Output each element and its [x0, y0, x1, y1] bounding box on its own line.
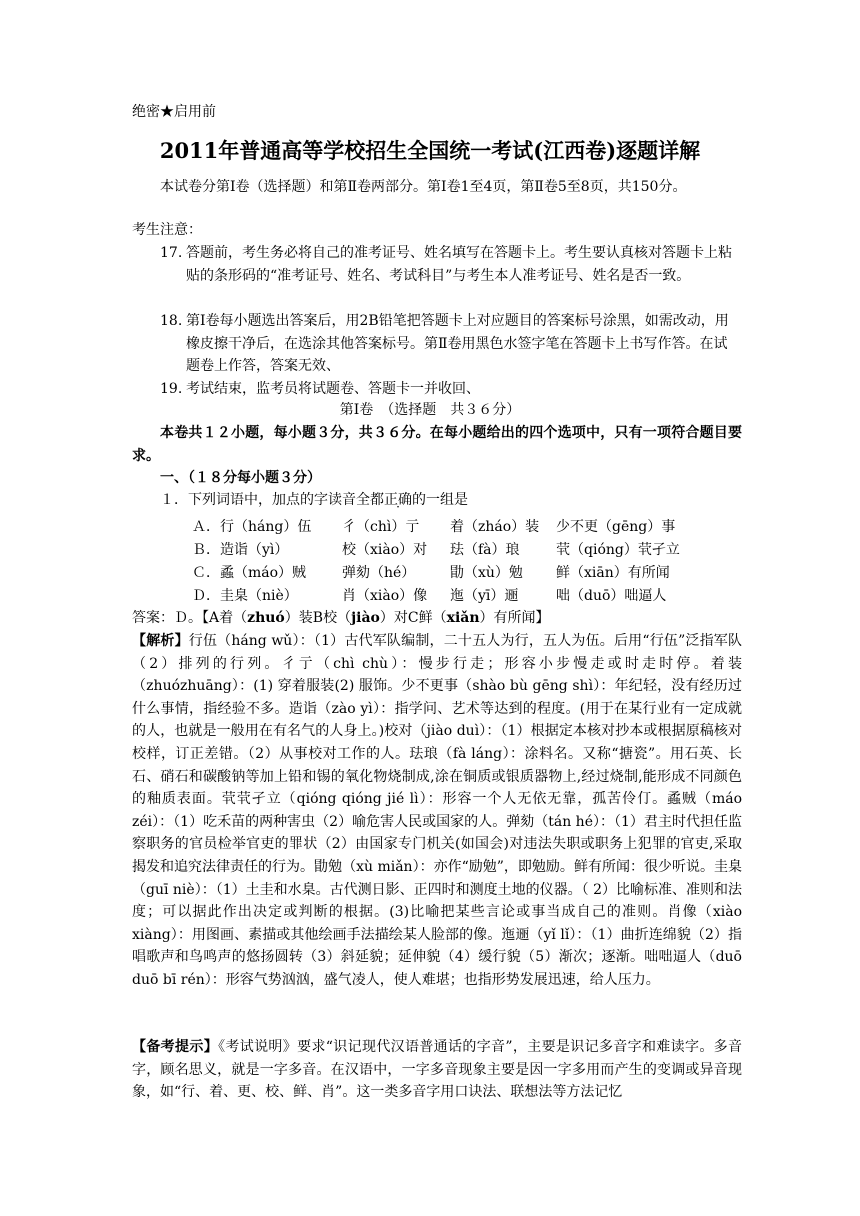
option-cell: 弹劾（hé） [342, 565, 416, 581]
option-cell: 着（zháo）装 [450, 519, 540, 535]
notice-number: 18. [160, 313, 183, 329]
option-cell: 迤（yī）逦 [450, 588, 519, 604]
notice-item [160, 310, 740, 378]
answer-text: ）对C鲜（ [379, 610, 447, 626]
analysis-label: 【解析】 [132, 633, 189, 649]
option-cell: 珐（fà）琅 [450, 542, 520, 558]
option-cell: Ｂ．造诣（yì） [192, 542, 289, 558]
notice-text: 第Ⅰ卷每小题选出答案后，用2B铅笔把答题卡上对应题目的答案标号涂黑，如需改动，用橡皮擦干净后，在选涂其他答案标号。第Ⅱ卷用黑色水签字笔在答题卡上书写作答。在试题卷上作答，答案无效、 [186, 313, 729, 375]
notice-item [160, 378, 740, 401]
page-title: 2011年普通高等学校招生全国统一考试(江西卷)逐题详解 [159, 138, 701, 163]
confidential-mark: 绝密★启用前 [132, 104, 216, 120]
answer-pinyin: zhuó [247, 610, 285, 626]
option-cell: 咄（duō）咄逼人 [556, 588, 667, 604]
stem-before: １．下列词语中，加点的字读音全都 [160, 492, 384, 508]
answer-label: 答案：Ｄ。【A着（ [132, 610, 248, 626]
tip-text: 《考试说明》要求“识记现代汉语普通话的字音”，主要是识记多音字和难读字。多音字，顾名思义，就是一字多音。在汉语中，一字多音现象主要是因一字多用而产生的变调或异音现象，如“行、着、更、校、鲜、肖”。这一类多音字用口诀法、联想法等方法记忆 [132, 1039, 743, 1101]
analysis-text: 行伍（háng wǔ）：（1）古代军队编制，二十五人为行，五人为伍。后用“行伍”泛指军队（2）排列的行列。彳亍（chì chù）：慢步行走；形容小步慢走或时走时停。着装（zhuózhuāng）：(1) 穿着服装(2) 服饰。少不更事（shào bù gēng shì）：年纪轻，没有经历过什么事情，指经验不多。造诣（zào yì）：指学问、艺术等达到的程度。(用于在某行业有一定成就的人，也就是一般用在有名气的人身上。)校对（jiào duì）：（1）根据定本核对抄本或根据原稿核对校样，订正差错。（2）从事校对工作的人。珐琅（fà láng）：涂料名。又称“搪瓷”。用石英、长石、硝石和碳酸钠等加上铅和锡的氧化物烧制成,涂在铜质或银质器物上,经过烧制,能形成不同颜色的釉质表面。茕茕孑立（qióng qióng jié lì）：形容一个人无依无靠，孤苦伶仃。蟊贼（máo zéi）：（1）吃禾苗的两种害虫（2）喻危害人民或国家的人。弹劾（tán hé）：（1）君主时代担任监察职务的官员检举官吏的罪状（2）由国家专门机关(如国会)对违法失职或职务上犯罪的官吏,采取揭发和追究法律责任的行为。勖勉（xù miǎn）：亦作“励勉”，即勉励。鲜有所闻：很少听说。圭臬（guī niè）：（1）土圭和水臬。古代测日影、正四时和测度土地的仪器。（ 2）比喻标准、准则和法度；可以据此作出决定或判断的根据。(3)比喻把某些言论或事当成自己的准则。肖像（xiào xiàng）：用图画、素描或其他绘画手法描绘某人脸部的像。迤逦（yǐ lǐ）：（1）曲折连绵貌（2）指唱歌声和鸟鸣声的悠扬圆转（3）斜延貌；延伸貌（4）缓行貌（5）渐次；逐渐。咄咄逼人（duō duō bī rén）：形容气势汹汹，盛气凌人，使人难堪；也指形势发展迅速，给人压力。 [132, 633, 743, 988]
answer-pinyin: xiǎn [446, 610, 480, 626]
notice-number: 19. [160, 381, 183, 397]
answer-line [132, 608, 550, 628]
section-heading: 第Ⅰ卷 （选择题 共３６分） [339, 402, 521, 418]
option-cell: 茕（qióng）茕孑立 [556, 542, 680, 558]
section-note: 本卷共１２小题，每小题３分，共３６分。在每小题给出的四个选项中，只有一项符合题目要求。 [132, 425, 742, 464]
tip-paragraph [132, 1036, 742, 1104]
answer-text: ）有所闻】 [479, 610, 550, 626]
notice-number: 17. [160, 245, 183, 261]
stem-dotted: 正确 [384, 492, 412, 508]
part-one-heading: 一、（１８分每小题３分） [160, 470, 321, 486]
question-stem [160, 490, 468, 510]
notice-text: 答题前，考生务必将自己的准考证号、姓名填写在答题卡上。考生要认真核对答题卡上粘贴的条形码的“准考证号、姓名、考试科目”与考生本人准考证号、姓名是否一致。 [186, 245, 732, 284]
stem-after: 的一组是 [412, 492, 468, 508]
intro-paragraph: 本试卷分第Ⅰ卷（选择题）和第Ⅱ卷两部分。第Ⅰ卷1至4页，第Ⅱ卷5至8页，共150分。 [160, 179, 687, 195]
notice-label: 考生注意： [132, 222, 202, 238]
tip-label: 【备考提示】 [132, 1039, 219, 1055]
option-cell: 肖（xiào）像 [342, 588, 428, 604]
analysis-paragraph [132, 630, 742, 992]
answer-text: ）装B校（ [284, 610, 352, 626]
option-cell: 少不更（gēng）事 [556, 519, 676, 535]
option-cell: 勖（xù）勉 [450, 565, 523, 581]
option-cell: 校（xiào）对 [342, 542, 428, 558]
option-cell: Ｄ．圭臬（niè） [192, 588, 298, 604]
option-cell: 彳（chì）亍 [342, 519, 420, 535]
option-cell: Ａ．行（háng）伍 [192, 519, 312, 535]
answer-pinyin: jiào [351, 610, 380, 626]
notice-text: 考试结束，监考员将试题卷、答题卡一并收回、 [186, 381, 480, 397]
notice-item [160, 242, 740, 287]
option-cell: 鲜（xiān）有所闻 [556, 565, 670, 581]
option-cell: Ｃ．蟊（máo）贼 [192, 565, 307, 581]
